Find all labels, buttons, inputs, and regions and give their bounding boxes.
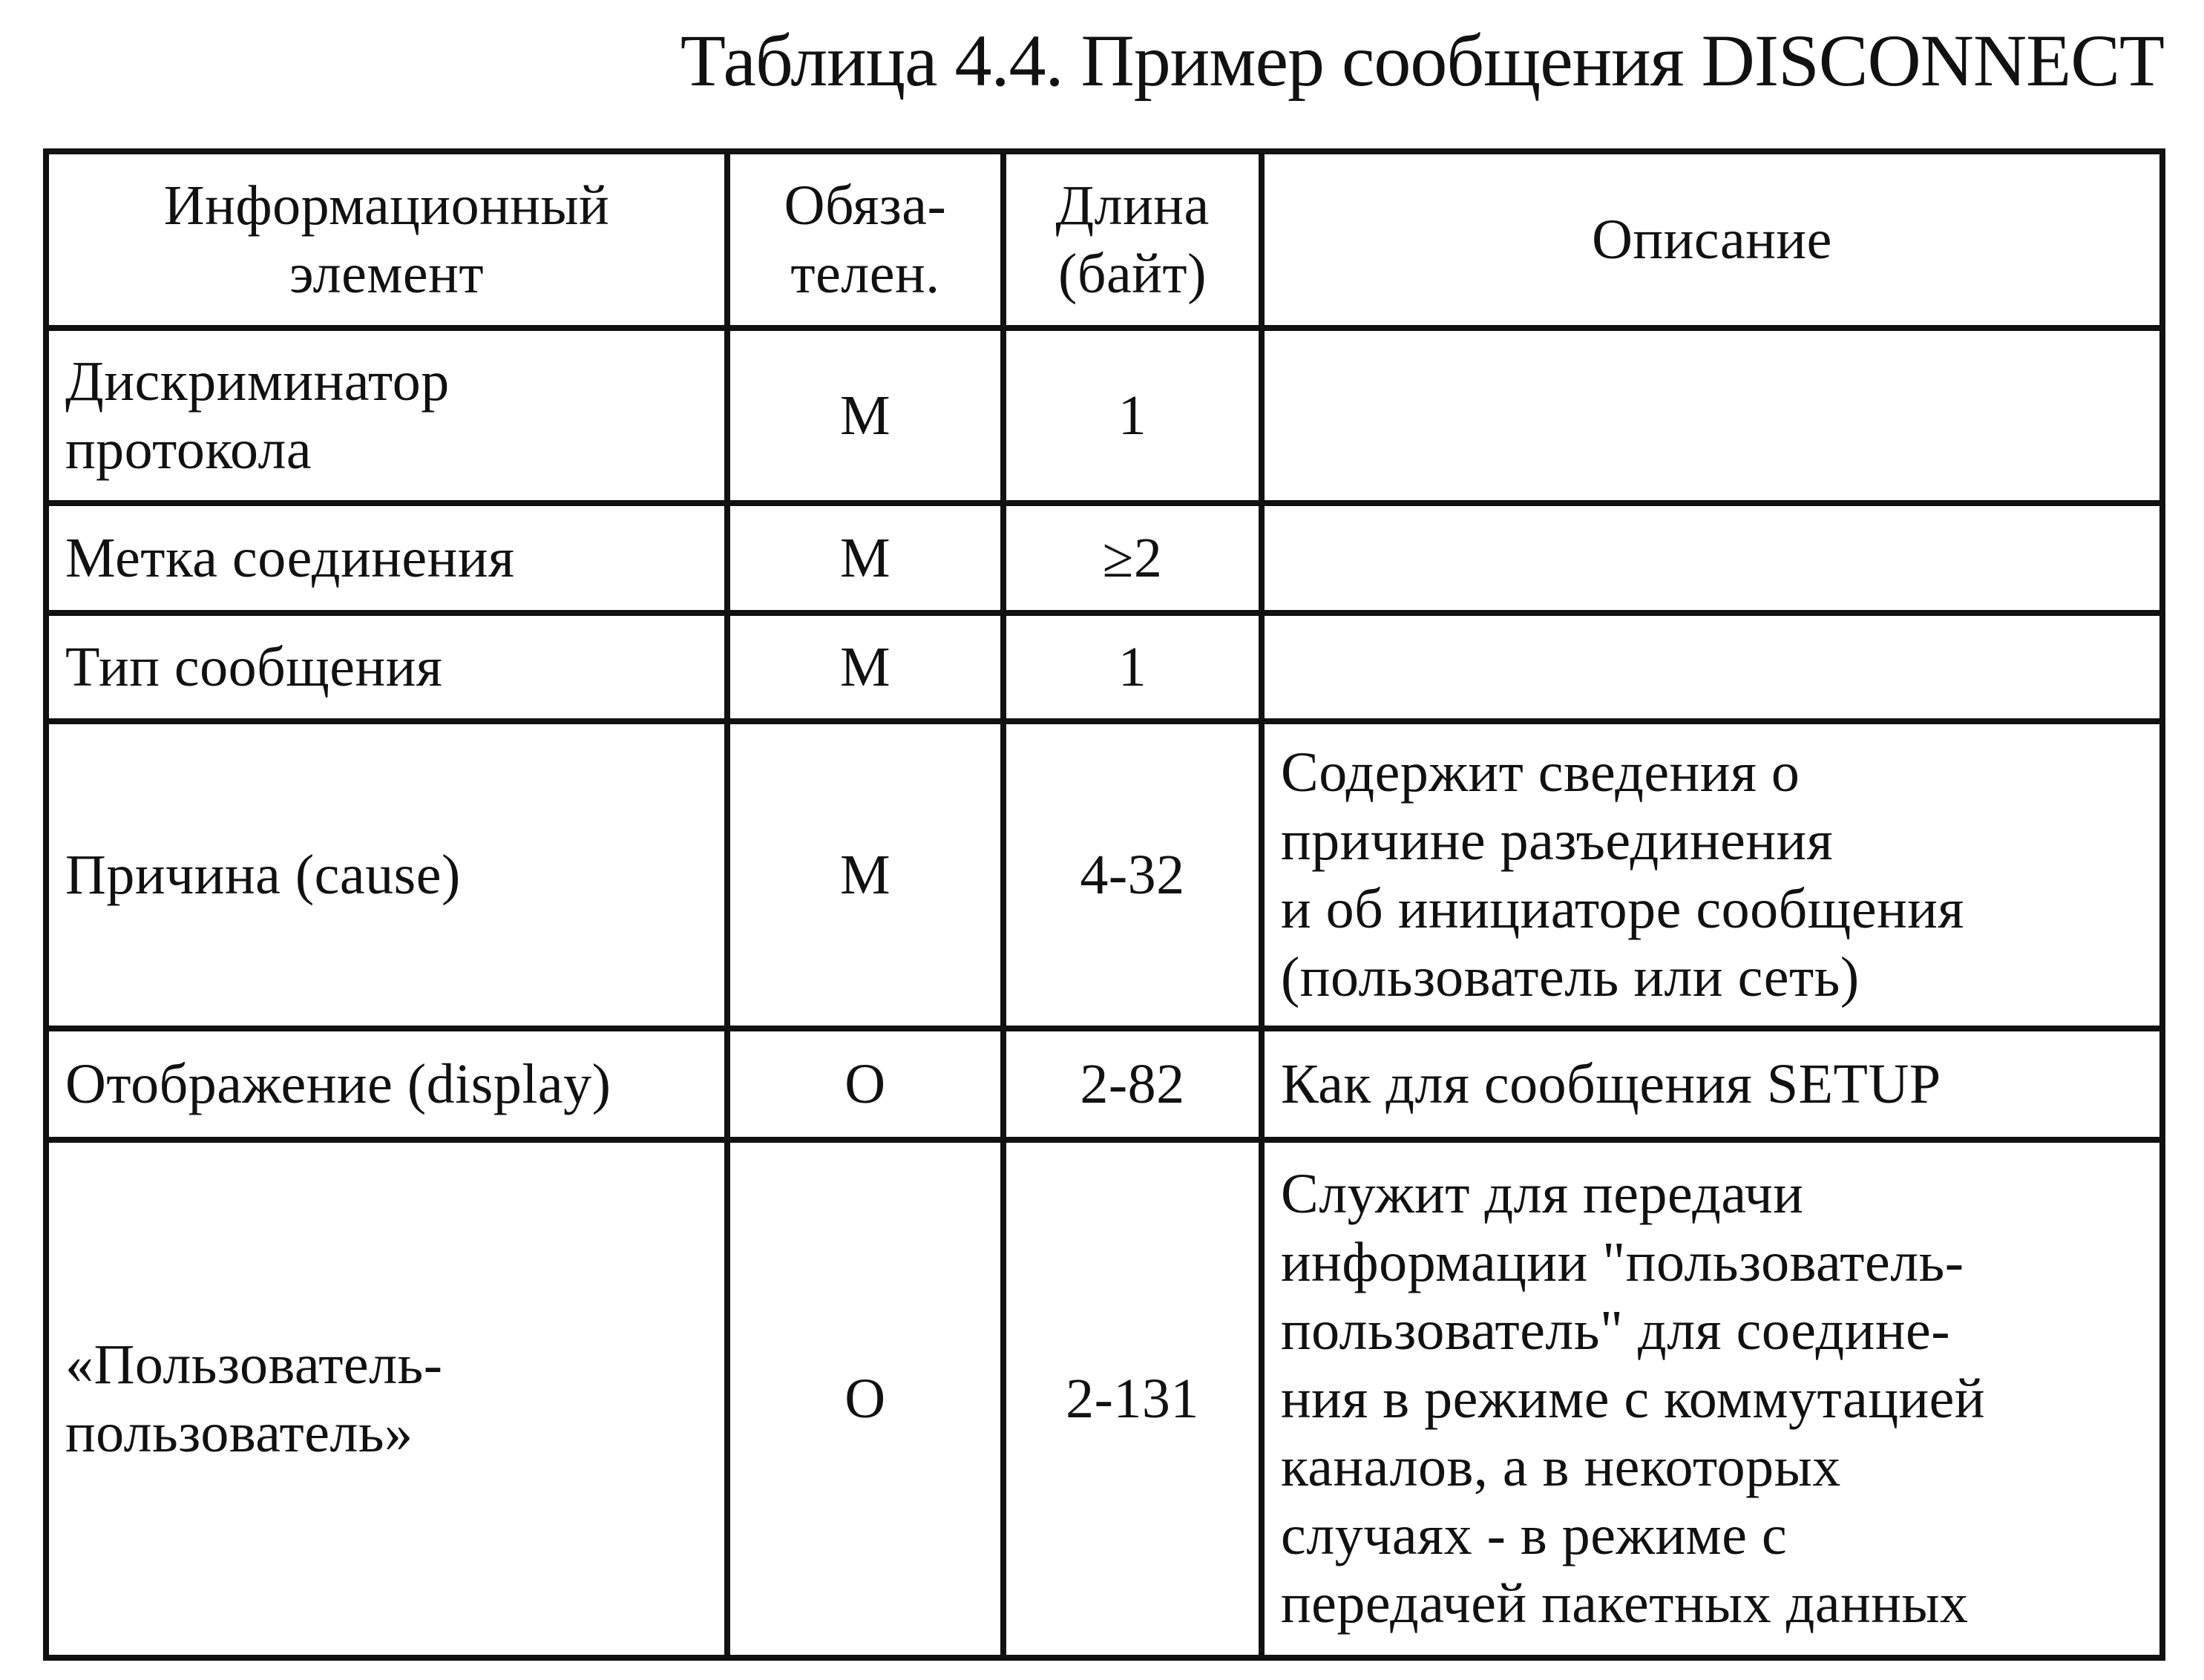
cell-element: Метка соединения bbox=[46, 503, 727, 613]
cell-mandatory: M bbox=[727, 328, 1003, 503]
table-header-row bbox=[46, 151, 2162, 328]
cell-description: Служит для передачи информации "пользователь- пользователь" для соедине- ния в режиме с коммутацией каналов, а в некоторых случаях - в режиме с передачей пакетных данных bbox=[1262, 1140, 2162, 1658]
cell-element: Тип сообщения bbox=[46, 613, 727, 721]
table-row bbox=[46, 1028, 2162, 1140]
cell-description bbox=[1262, 503, 2162, 613]
cell-description: Как для сообщения SETUP bbox=[1262, 1028, 2162, 1140]
cell-element: Причина (cause) bbox=[46, 721, 727, 1028]
table-row bbox=[46, 503, 2162, 613]
cell-element: «Пользователь- пользователь» bbox=[46, 1140, 727, 1658]
cell-length: 4-32 bbox=[1003, 721, 1262, 1028]
cell-mandatory: O bbox=[727, 1140, 1003, 1658]
cell-length: 2-131 bbox=[1003, 1140, 1262, 1658]
cell-mandatory: O bbox=[727, 1028, 1003, 1140]
table-row bbox=[46, 328, 2162, 503]
table-caption: Таблица 4.4. Пример сообщения DISCONNECT bbox=[680, 19, 2164, 102]
cell-element: Отображение (display) bbox=[46, 1028, 727, 1140]
cell-length: 2-82 bbox=[1003, 1028, 1262, 1140]
column-header-length: Длина (байт) bbox=[1003, 151, 1262, 328]
cell-element: Дискриминатор протокола bbox=[46, 328, 727, 503]
column-header-description: Описание bbox=[1262, 151, 2162, 328]
cell-description: Содержит сведения о причине разъединения и об инициаторе сообщения (пользователь или сеть) bbox=[1262, 721, 2162, 1028]
disconnect-message-table bbox=[43, 148, 2165, 1661]
table-row bbox=[46, 1140, 2162, 1658]
table-row bbox=[46, 613, 2162, 721]
column-header-mandatory: Обяза- телен. bbox=[727, 151, 1003, 328]
message-table-container bbox=[43, 148, 2159, 1655]
cell-mandatory: M bbox=[727, 613, 1003, 721]
table-row bbox=[46, 721, 2162, 1028]
cell-length: 1 bbox=[1003, 613, 1262, 721]
cell-length: ≥2 bbox=[1003, 503, 1262, 613]
cell-length: 1 bbox=[1003, 328, 1262, 503]
cell-mandatory: M bbox=[727, 721, 1003, 1028]
column-header-element: Информационный элемент bbox=[46, 151, 727, 328]
cell-description bbox=[1262, 613, 2162, 721]
cell-description bbox=[1262, 328, 2162, 503]
cell-mandatory: M bbox=[727, 503, 1003, 613]
